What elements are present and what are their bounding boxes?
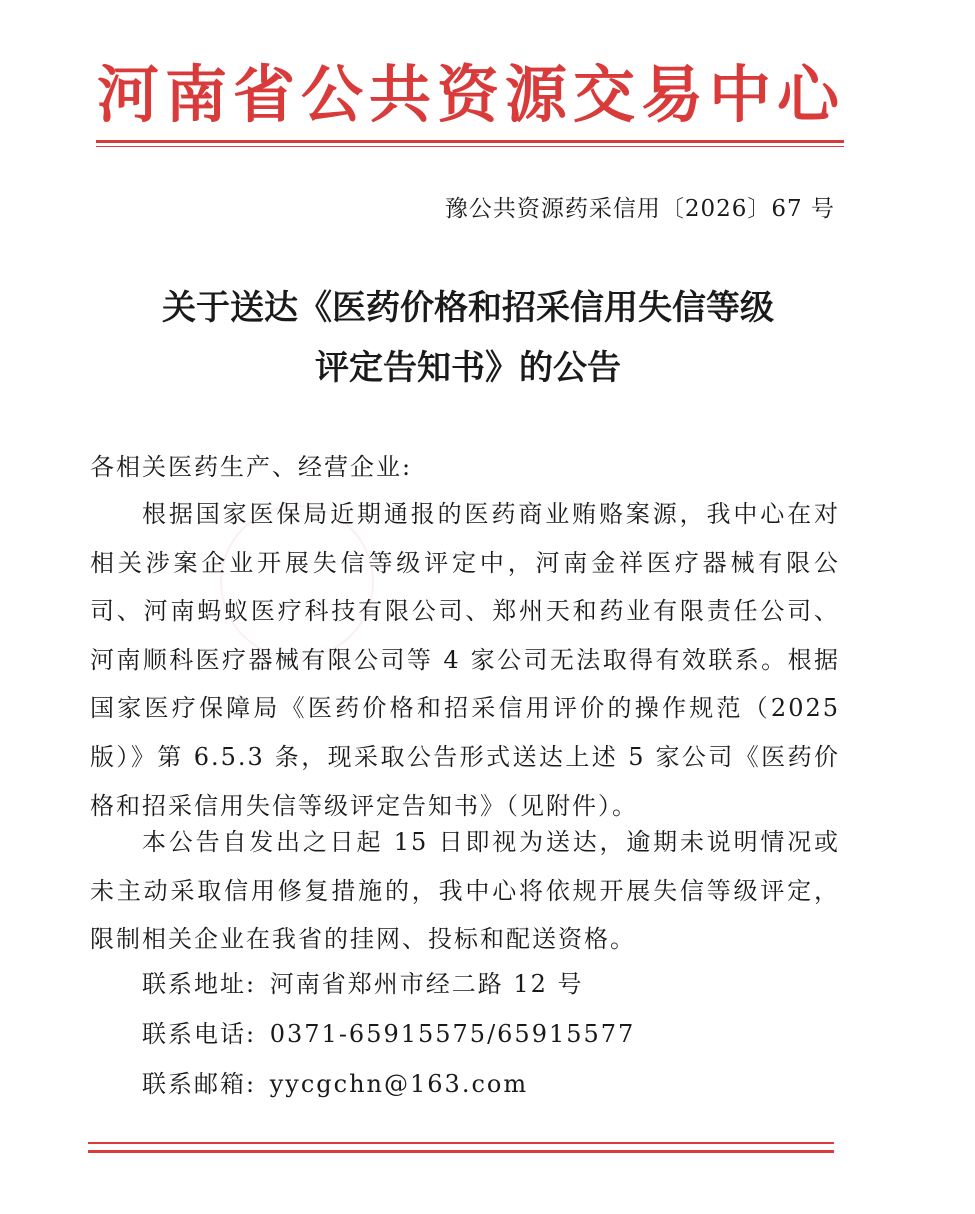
document-number: 豫公共资源药采信用〔2026〕67 号 [444,196,835,222]
contact-email-label: 联系邮箱: [142,1070,257,1098]
org-name-header: 河南省公共资源交易中心 [96,58,845,131]
contact-phone-value: 0371-65915575/65915577 [269,1020,636,1048]
contact-phone-label: 联系电话: [142,1020,257,1048]
body-paragraph-2: 本公告自发出之日起 15 日即视为送达，逾期未说明情况或未主动采取信用修复措施的，我中心将依规开展失信等级评定，限制相关企业在我省的挂网、投标和配送资格。 [90,828,840,954]
contact-address [142,964,584,999]
footer-rule-thick [88,1150,834,1153]
document-title-line-1: 关于送达《医药价格和招采信用失信等级 [162,288,774,328]
document-title-line-2: 评定告知书》的公告 [315,348,621,388]
contact-email [142,1064,528,1099]
contact-phone [142,1014,635,1049]
body-paragraph-1: 根据国家医保局近期通报的医药商业贿赂案源，我中心在对相关涉案企业开展失信等级评定中，河南金祥医疗器械有限公司、河南蚂蚁医疗科技有限公司、郑州天和药业有限责任公司、河南顺科医疗器械有限公司等 4 家公司无法取得有效联系。根据国家医疗保障局《医药价格和招采信用评价的操作规范（2025版）》第 6.5.3 条，现采取公告形式送达上述 5 家公司《医药价格和招采信用失信等级评定告知书》（见附件）。 [90,500,840,820]
contact-address-value: 河南省郑州市经二路 12 号 [269,970,584,998]
contact-email-value: yycgchn@163.com [269,1070,529,1098]
contact-address-label: 联系地址: [142,970,257,998]
salutation: 各相关医药生产、经营企业: [90,453,413,481]
footer-rule-thin [88,1142,834,1144]
header-rule-thick [96,140,844,143]
header-rule-thin [96,146,844,147]
